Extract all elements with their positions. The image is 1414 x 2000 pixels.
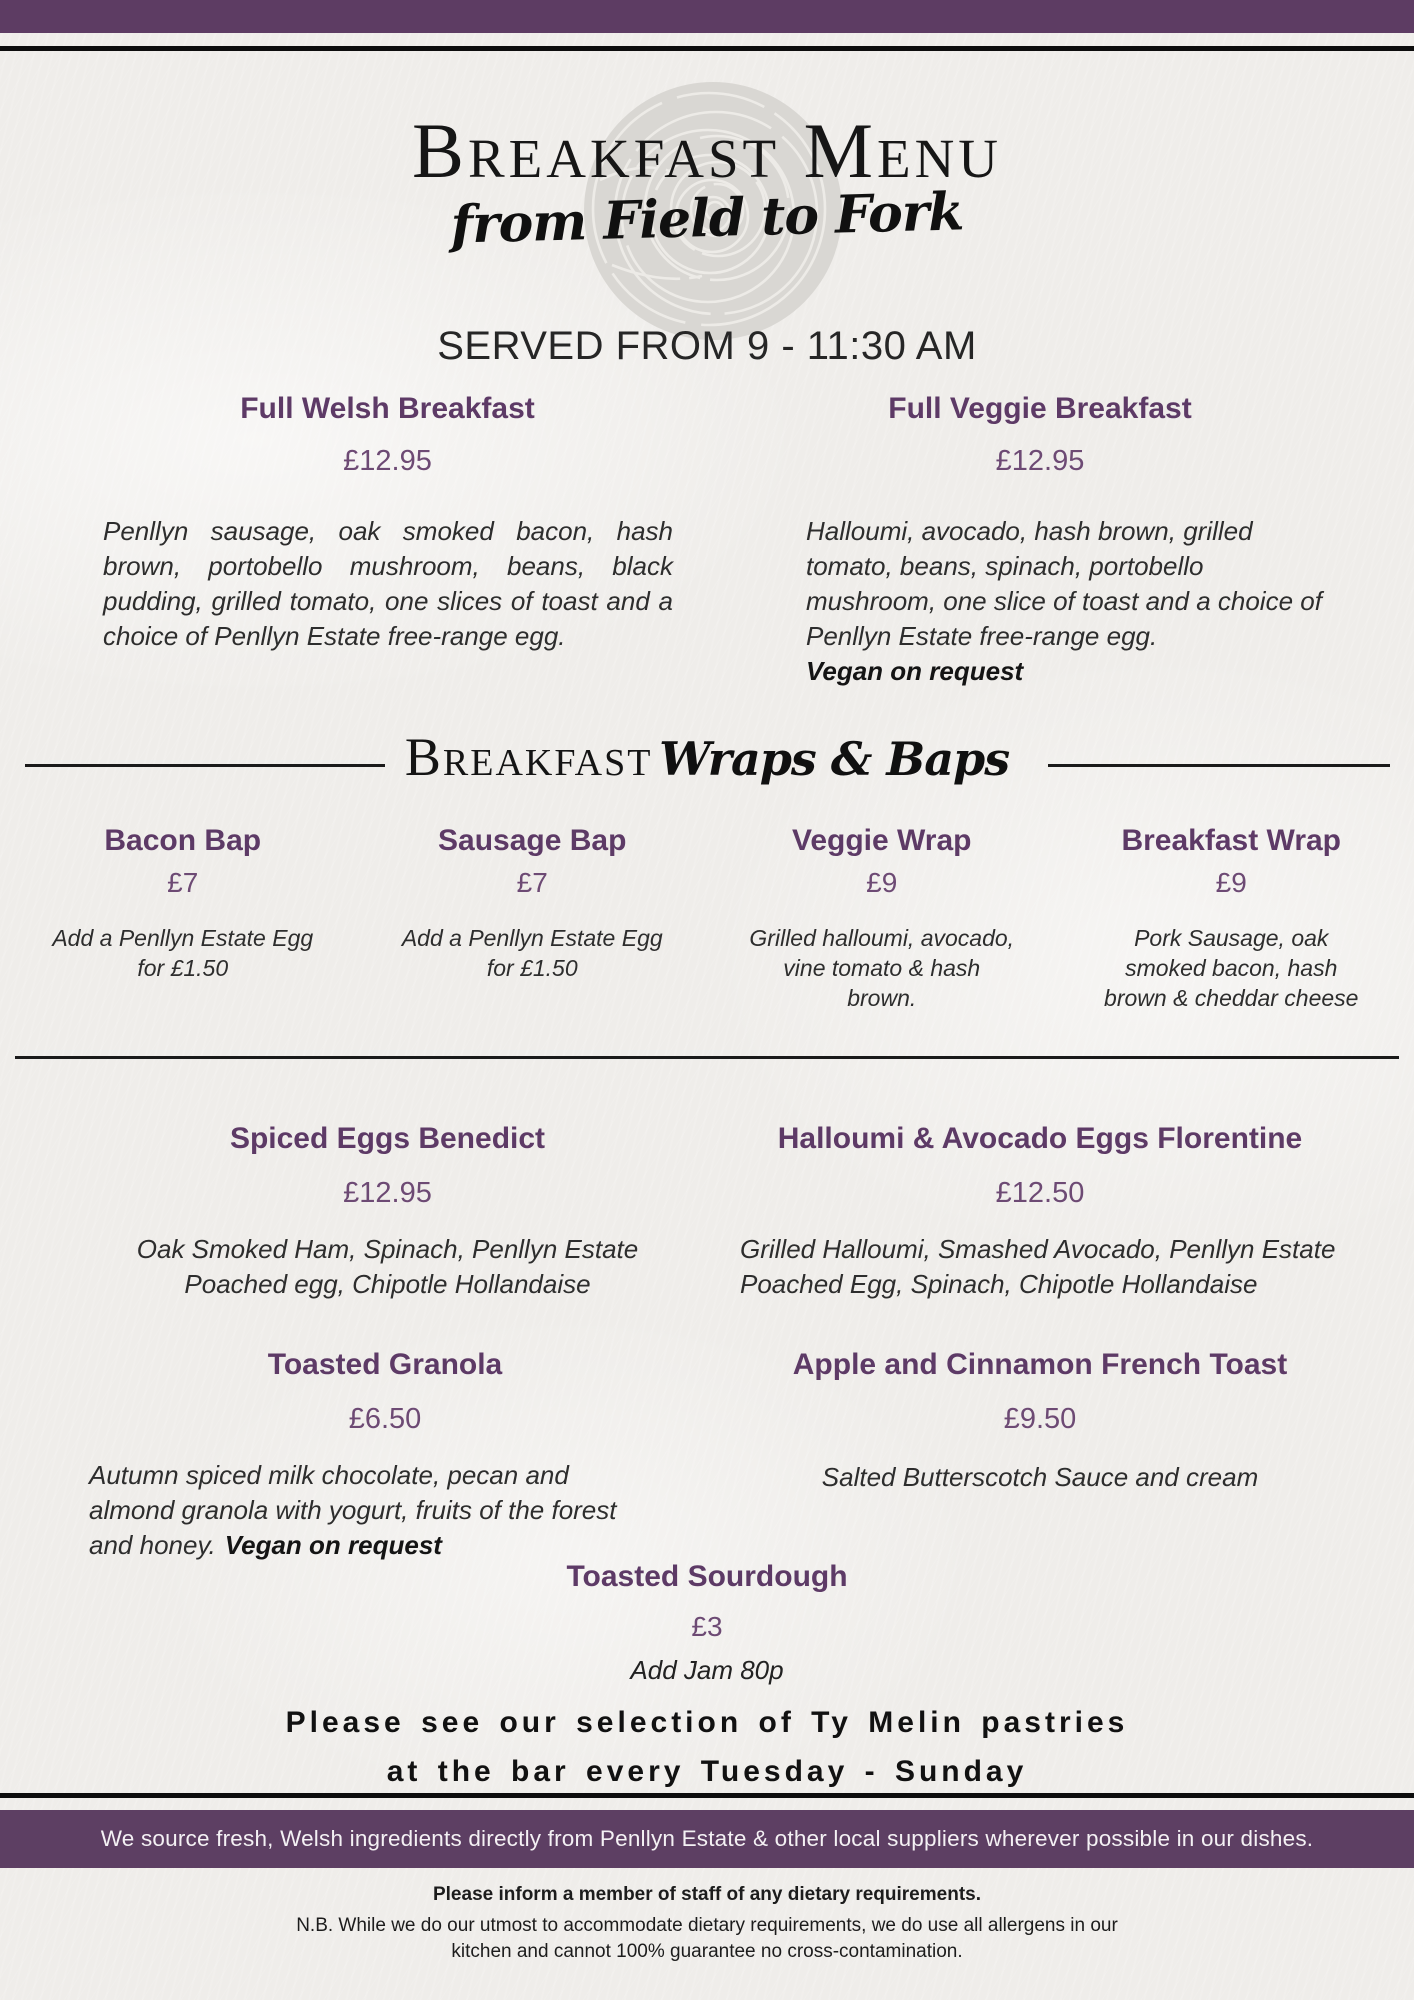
item-description: Grilled Halloumi, Smashed Avocado, Penllyn Estate Poached Egg, Spinach, Chipotle Hollandaise <box>740 1233 1336 1299</box>
item-name: Breakfast Wrap <box>1121 824 1342 857</box>
divider-line-right <box>1048 764 1390 767</box>
item-name: Toasted Sourdough <box>566 1560 848 1593</box>
menu-item-halloumi-avocado-eggs-florentine <box>740 1122 1340 1302</box>
menu-item-sausage-bap <box>358 824 708 1013</box>
menu-item-full-welsh-breakfast <box>95 392 680 654</box>
item-description: Grilled halloumi, avocado, vine tomato & hash brown. <box>749 924 1015 1011</box>
item-price: £7 <box>167 866 199 898</box>
dietary-bold-line: Please inform a member of staff of any dietary requirements. <box>432 1884 981 1905</box>
vegan-note: Vegan on request <box>806 655 1024 686</box>
vegan-note: Vegan on request <box>224 1529 442 1560</box>
item-description: Add a Penllyn Estate Egg for £1.50 <box>401 924 663 981</box>
item-price: £9 <box>866 866 898 898</box>
wraps-title-script: Wraps & Baps <box>659 732 1010 786</box>
item-name: Spiced Eggs Benedict <box>229 1122 546 1155</box>
wraps-title-serif: Breakfast <box>404 727 653 787</box>
item-price: £7 <box>516 866 548 898</box>
allergen-note-line2: kitchen and cannot 100% guarantee no cross-contamination. <box>451 1941 963 1962</box>
item-description: Salted Butterscotch Sauce and cream <box>821 1461 1259 1492</box>
page-title: Breakfast Menu <box>411 107 1003 194</box>
tagline-script: from Field to Fork <box>450 181 964 256</box>
item-description: Add a Penllyn Estate Egg for £1.50 <box>52 924 314 981</box>
item-name: Full Welsh Breakfast <box>240 392 535 425</box>
item-price: £12.95 <box>343 444 432 477</box>
menu-item-toasted-sourdough <box>0 1560 1414 1688</box>
sourcing-banner-text: We source fresh, Welsh ingredients directly from Penllyn Estate & other local suppliers wherever possible in our dishes. <box>100 1826 1314 1851</box>
item-price: £12.95 <box>343 1176 432 1209</box>
item-name: Toasted Granola <box>267 1348 503 1381</box>
item-name: Full Veggie Breakfast <box>888 392 1192 425</box>
item-price: £3 <box>691 1610 723 1642</box>
menu-item-toasted-granola <box>89 1348 681 1563</box>
top-purple-bar <box>0 0 1414 33</box>
item-price: £9.50 <box>1003 1402 1077 1435</box>
item-extra: Add Jam 80p <box>630 1654 784 1685</box>
item-description-text: Autumn spiced milk chocolate, pecan and almond granola with yogurt, fruits of the forest and honey. <box>89 1459 617 1560</box>
item-description: Penllyn sausage, oak smoked bacon, hash brown, portobello mushroom, beans, black pudding, grilled tomato, one slices of toast and a choice of Penllyn Estate free-range egg. <box>103 515 673 651</box>
item-name: Apple and Cinnamon French Toast <box>792 1348 1288 1381</box>
menu-item-apple-cinnamon-french-toast <box>740 1348 1340 1495</box>
menu-item-spiced-eggs-benedict <box>95 1122 680 1302</box>
dietary-footer <box>0 1884 1414 1965</box>
pastries-notice <box>0 1698 1414 1796</box>
menu-item-breakfast-wrap <box>1057 824 1407 1013</box>
item-description: Pork Sausage, oak smoked bacon, hash brown & cheddar cheese <box>1104 924 1359 1011</box>
menu-item-veggie-wrap <box>707 824 1057 1013</box>
allergen-note <box>0 1913 1414 1965</box>
item-name: Bacon Bap <box>104 824 262 857</box>
item-name: Halloumi & Avocado Eggs Florentine <box>777 1122 1303 1155</box>
menu-item-full-veggie-breakfast <box>750 392 1330 689</box>
wraps-and-baps-grid <box>8 824 1406 1013</box>
wraps-section-title <box>0 726 1414 788</box>
item-price: £12.50 <box>995 1176 1085 1209</box>
pastries-notice-line2: at the bar every Tuesday - Sunday <box>386 1755 1028 1788</box>
item-price: £12.95 <box>995 444 1085 477</box>
served-hours: SERVED FROM 9 - 11:30 AM <box>437 324 977 368</box>
item-description <box>89 1458 634 1563</box>
item-price: £9 <box>1215 866 1247 898</box>
menu-item-bacon-bap <box>8 824 358 1013</box>
section-divider-line <box>15 1056 1399 1059</box>
item-name: Sausage Bap <box>438 824 627 857</box>
item-description <box>806 514 1326 689</box>
item-description: Oak Smoked Ham, Spinach, Penllyn Estate Poached egg, Chipotle Hollandaise <box>136 1233 639 1299</box>
item-name: Veggie Wrap <box>791 824 972 857</box>
item-description-text: Halloumi, avocado, hash brown, grilled tomato, beans, spinach, portobello mushroom, one slice of toast and a choice of Penllyn Estate free-range egg. <box>806 515 1322 651</box>
pastries-notice-line1: Please see our selection of Ty Melin pastries <box>285 1706 1129 1739</box>
item-price: £6.50 <box>348 1402 422 1435</box>
bottom-divider-line <box>0 1793 1414 1798</box>
top-divider-line <box>0 46 1414 51</box>
sourcing-banner <box>0 1810 1414 1868</box>
allergen-note-line1: N.B. While we do our utmost to accommodate dietary requirements, we do use all allergens in our <box>296 1915 1118 1936</box>
wraps-section-divider <box>0 726 1414 816</box>
